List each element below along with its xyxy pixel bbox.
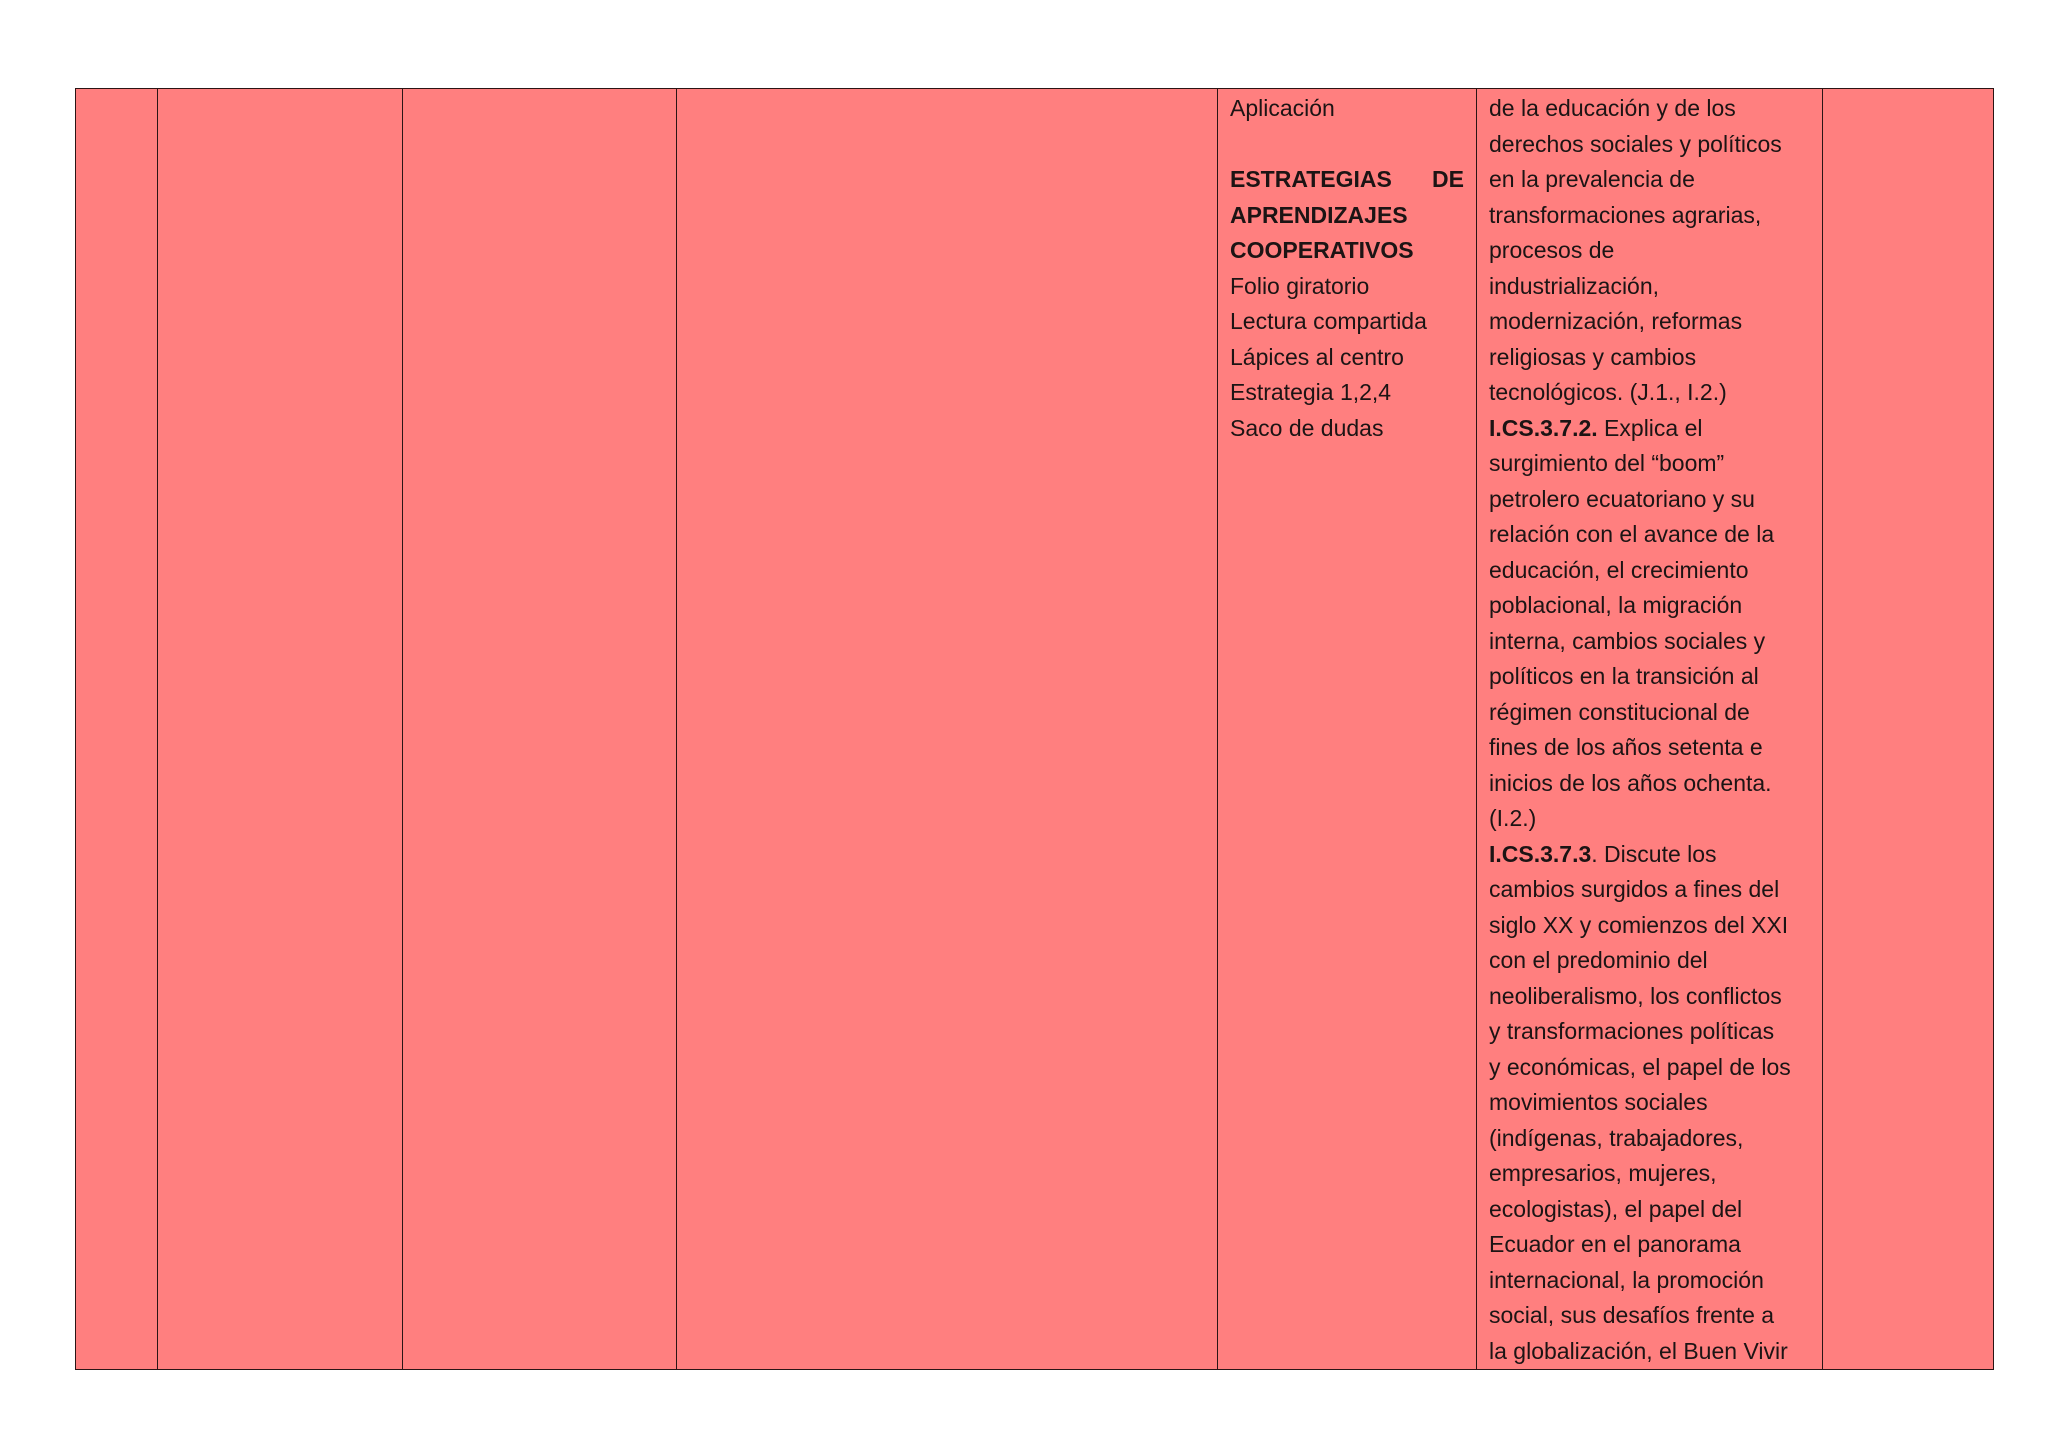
cell-empty-2: [158, 89, 403, 1370]
strategy-item: Estrategia 1,2,4: [1230, 379, 1392, 405]
cell-evaluation-criteria: [1477, 89, 1823, 1370]
indicator-text-1-rest: surgimiento del “boom” petrolero ecuatoriano y su relación con el avance de la educación, el crecimiento poblacional, la migración interna, cambios sociales y políticos en la transición al régimen constitucional de fines de los años setenta e inicios de los años ochenta. (I.2.): [1489, 450, 1775, 831]
strategy-item: Lápices al centro: [1230, 343, 1404, 370]
strategy-item: Lectura compartida: [1230, 308, 1427, 334]
indicator-text-2-rest: cambios surgidos a fines del siglo XX y comienzos del XXI con el predominio del neoliberalismo, los conflictos y transformaciones políticas y económicas, el papel de los movimientos sociales (indígenas, trabajadores, empresarios, mujeres, ecologistas), el papel del Ecuador en el panorama internacional, la promoción social, sus desafíos frente a la globalización, el Buen Vivir: [1489, 876, 1791, 1364]
strategy-item: Saco de dudas: [1230, 414, 1384, 441]
strategies-heading-line-1: [1230, 162, 1464, 198]
indicator-text-1-first: Explica el: [1597, 414, 1703, 441]
cell-empty-1: [76, 89, 158, 1370]
blank-line: [1230, 127, 1464, 163]
strategies-heading-line-2: APRENDIZAJES: [1230, 201, 1408, 228]
cell-empty-last: [1823, 89, 1994, 1370]
indicator-code-2: I.CS.3.7.3: [1489, 840, 1592, 867]
planning-table: [75, 88, 1994, 1370]
heading-word-1: ESTRATEGIAS: [1230, 166, 1392, 192]
table-row: [76, 89, 1994, 1370]
indicator-text-2-first: . Discute los: [1591, 840, 1717, 867]
criteria-intro: de la educación y de los derechos sociales y políticos en la prevalencia de transformaciones agrarias, procesos de industrialización, modernización, reformas religiosas y cambios tecnológicos. (J.1., I.2.): [1489, 95, 1782, 405]
cell-empty-4: [677, 89, 1218, 1370]
method-line: Aplicación: [1230, 95, 1335, 121]
heading-word-2: DE: [1432, 166, 1464, 192]
indicator-code-1: I.CS.3.7.2.: [1489, 414, 1598, 441]
cell-strategies: [1218, 89, 1477, 1370]
criteria-text: [1477, 89, 1822, 1369]
strategies-heading-line-3: COOPERATIVOS: [1230, 237, 1414, 263]
cell-empty-3: [403, 89, 677, 1370]
strategies-text: [1218, 89, 1476, 446]
strategy-item: Folio giratorio: [1230, 272, 1370, 299]
